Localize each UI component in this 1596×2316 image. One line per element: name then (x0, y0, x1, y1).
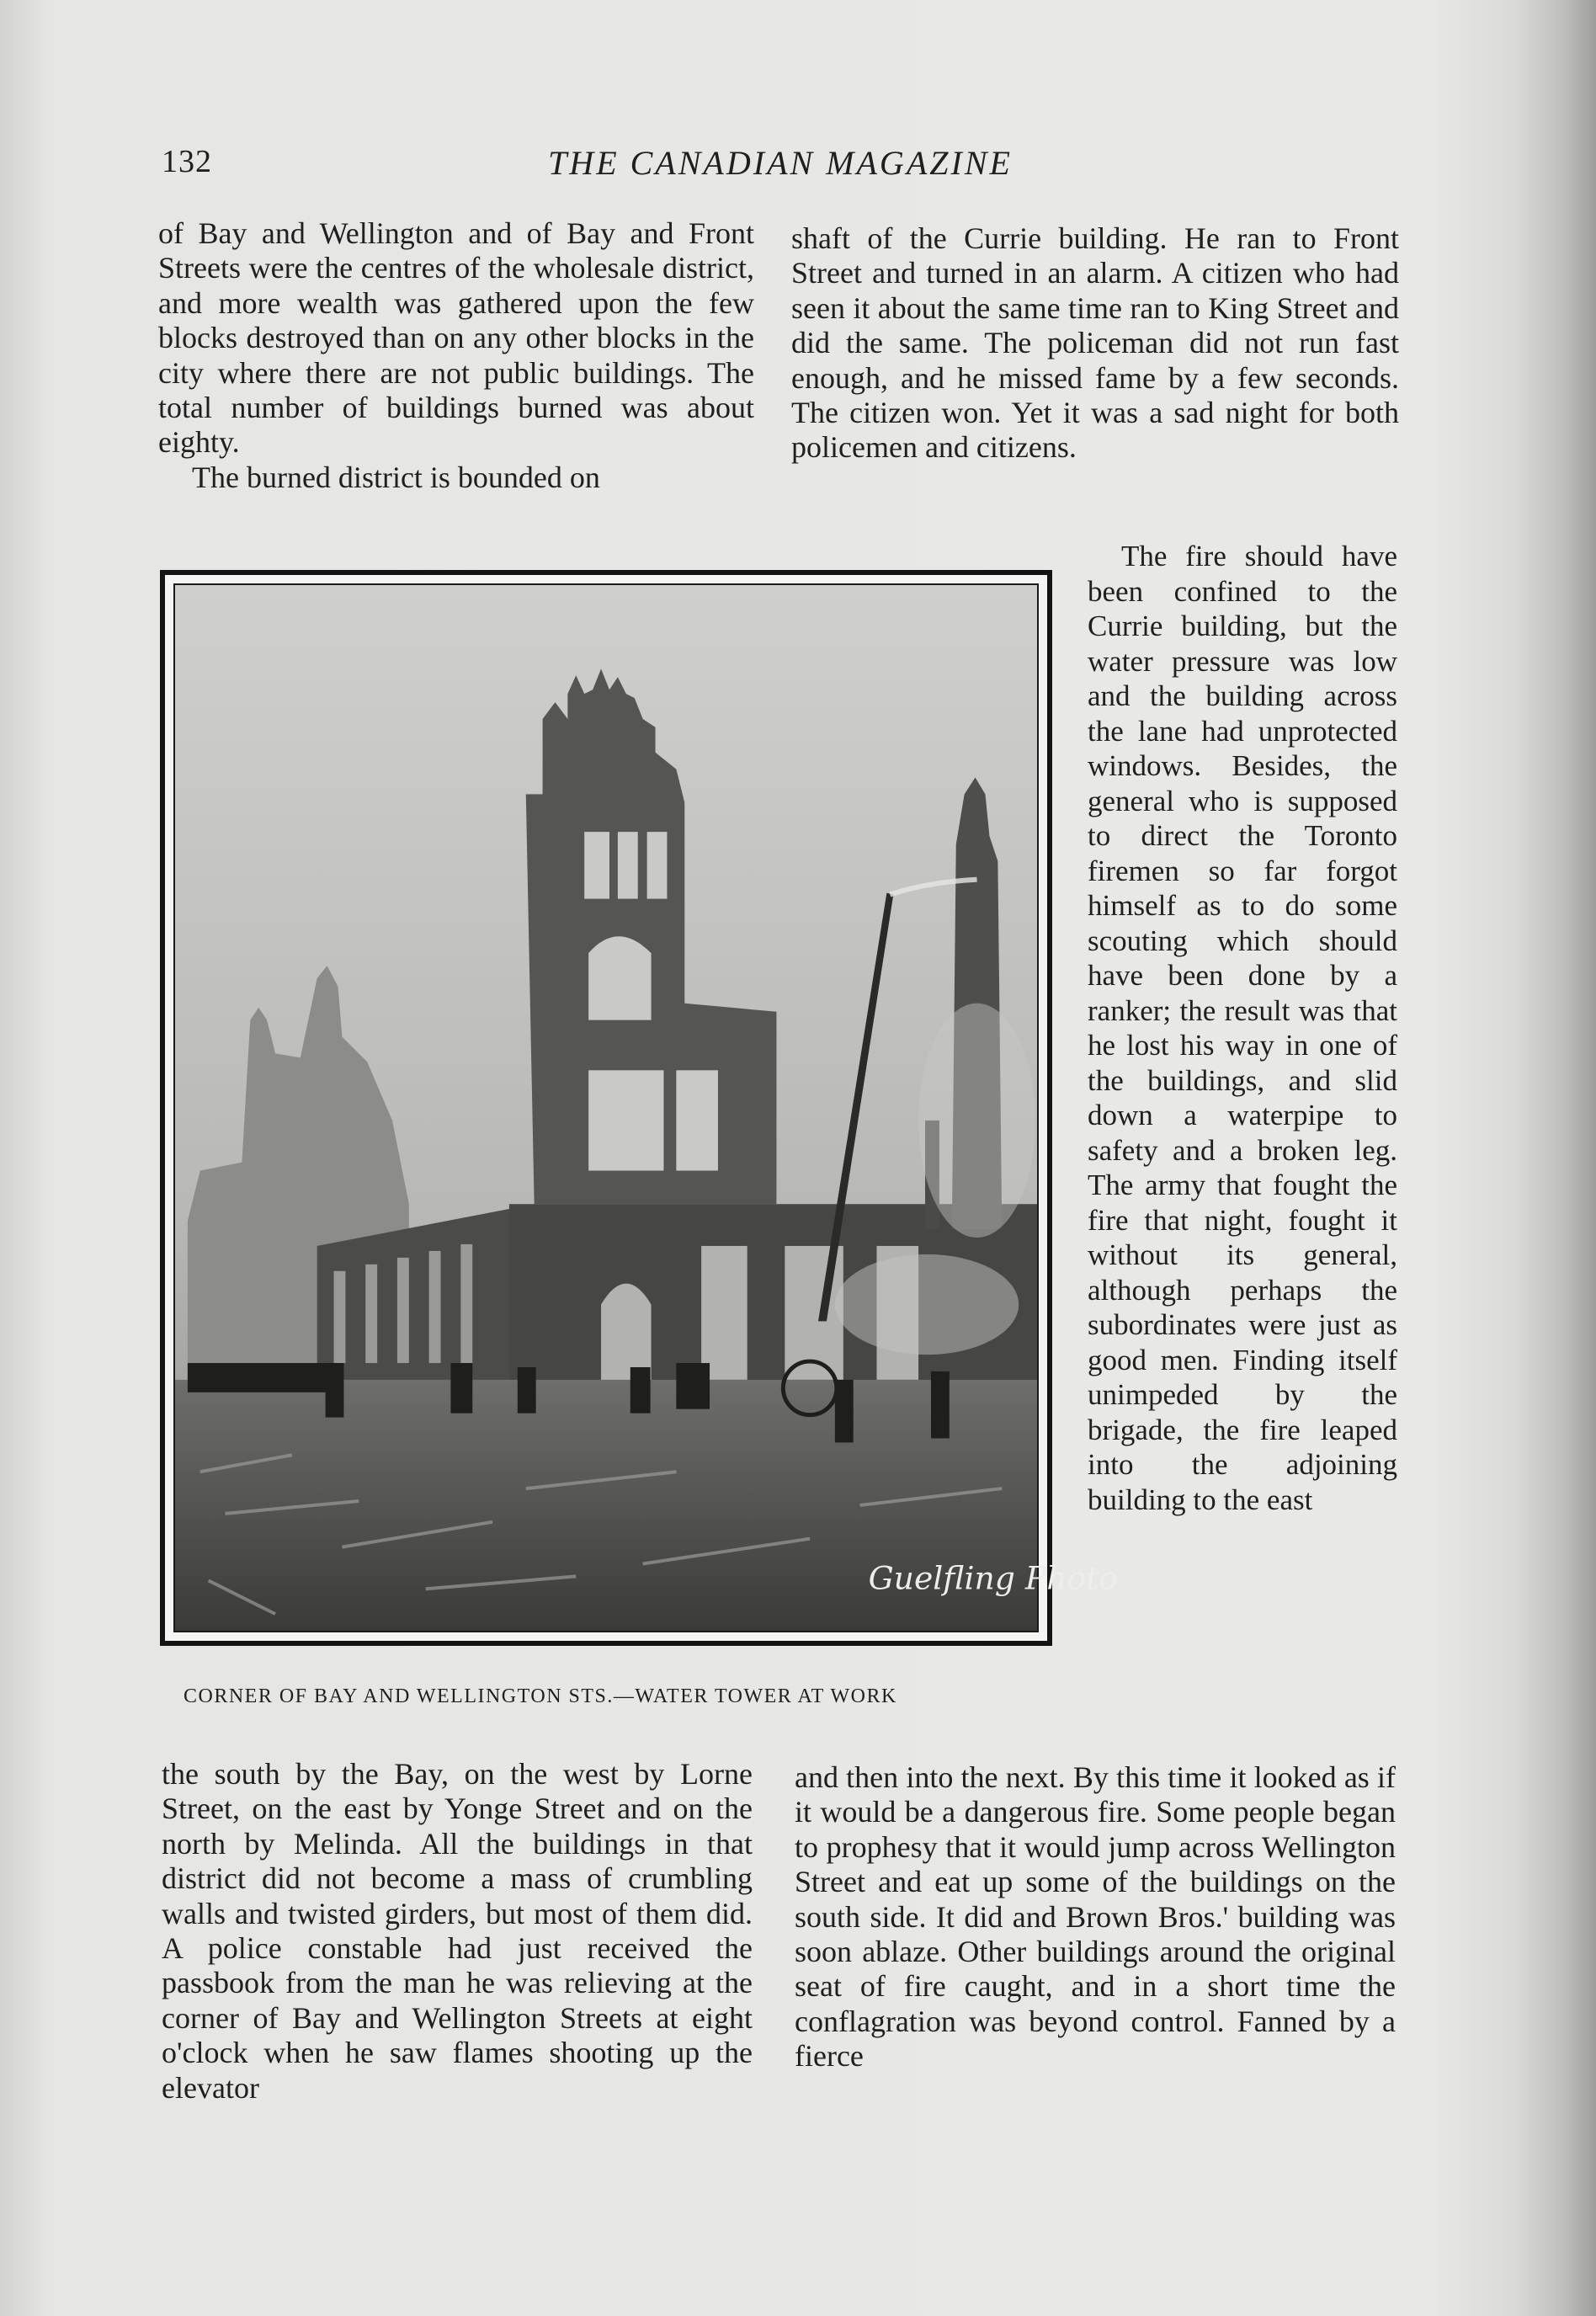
paragraph: the south by the Bay, on the west by Lorne Street, on the east by Yonge Street and on the north by Melinda. All the buildings in that district did not become a mass of crumbling walls and twisted girders, but most of them did. A police constable had just received the passbook from the man he was relieving at the corner of Bay and Wellington Streets at eight o'clock when he saw flames shooting up the elevator (162, 1757, 753, 2105)
paragraph: The burned district is bounded on (192, 460, 600, 494)
text-column-left-top (158, 216, 754, 495)
text-column-left-bottom (162, 1757, 753, 2106)
fire-ruins-photo-illustration (175, 585, 1119, 1631)
paragraph: shaft of the Currie building. He ran to Front Street and turned in an alarm. A citizen who had seen it about the same time ran to King Street and did the same. The policeman did not run fast enough, and he missed fame by a few seconds. The citizen won. Yet it was a sad night for both policemen and citizens. (791, 221, 1399, 465)
running-head (162, 143, 1399, 194)
photo-signature: Guelfling Photo (868, 1559, 1119, 1597)
paragraph: of Bay and Wellington and of Bay and Front Streets were the centres of the wholesale district, and more wealth was gathered upon the few blocks destroyed than on any other blocks in the city where there are not public buildings. The total number of buildings burned was about eighty. (158, 216, 754, 460)
magazine-title: THE CANADIAN MAGAZINE (548, 144, 1013, 182)
photograph-frame (160, 570, 1119, 1646)
paragraph: and then into the next. By this time it looked as if it would be a dangerous fire. Some people began to prophesy that it would jump across Wellington Street and eat up some of the buildings on the south side. It did and Brown Bros.' building was soon ablaze. Other buildings around the original seat of fire caught, and in a short time the conflagration was beyond control. Fanned by a fierce (795, 1760, 1396, 2074)
photograph (173, 583, 1119, 1632)
text-column-right-top (791, 221, 1399, 466)
text-column-beside-figure (1088, 539, 1397, 1517)
page-number: 132 (162, 144, 212, 179)
figure-caption: CORNER OF BAY AND WELLINGTON STS.—WATER TOWER AT WORK (184, 1685, 897, 1707)
paragraph: The fire should have been confined to the Currie building, but the water pressure was low and the building across the lane had unprotected windows. Besides, the general who is supposed to direct the Toronto firemen so far forgot himself as to do some scouting which should have been done by a ranker; the result was that he lost his way in one of the buildings, and slid down a waterpipe to safety and a broken leg. The army that fought the fire that night, fought it without its general, although perhaps the subordinates were just as good men. Finding itself unimpeded by the brigade, the fire leaped into the adjoining building to the east (1088, 540, 1397, 1516)
text-column-right-bottom (795, 1760, 1396, 2074)
